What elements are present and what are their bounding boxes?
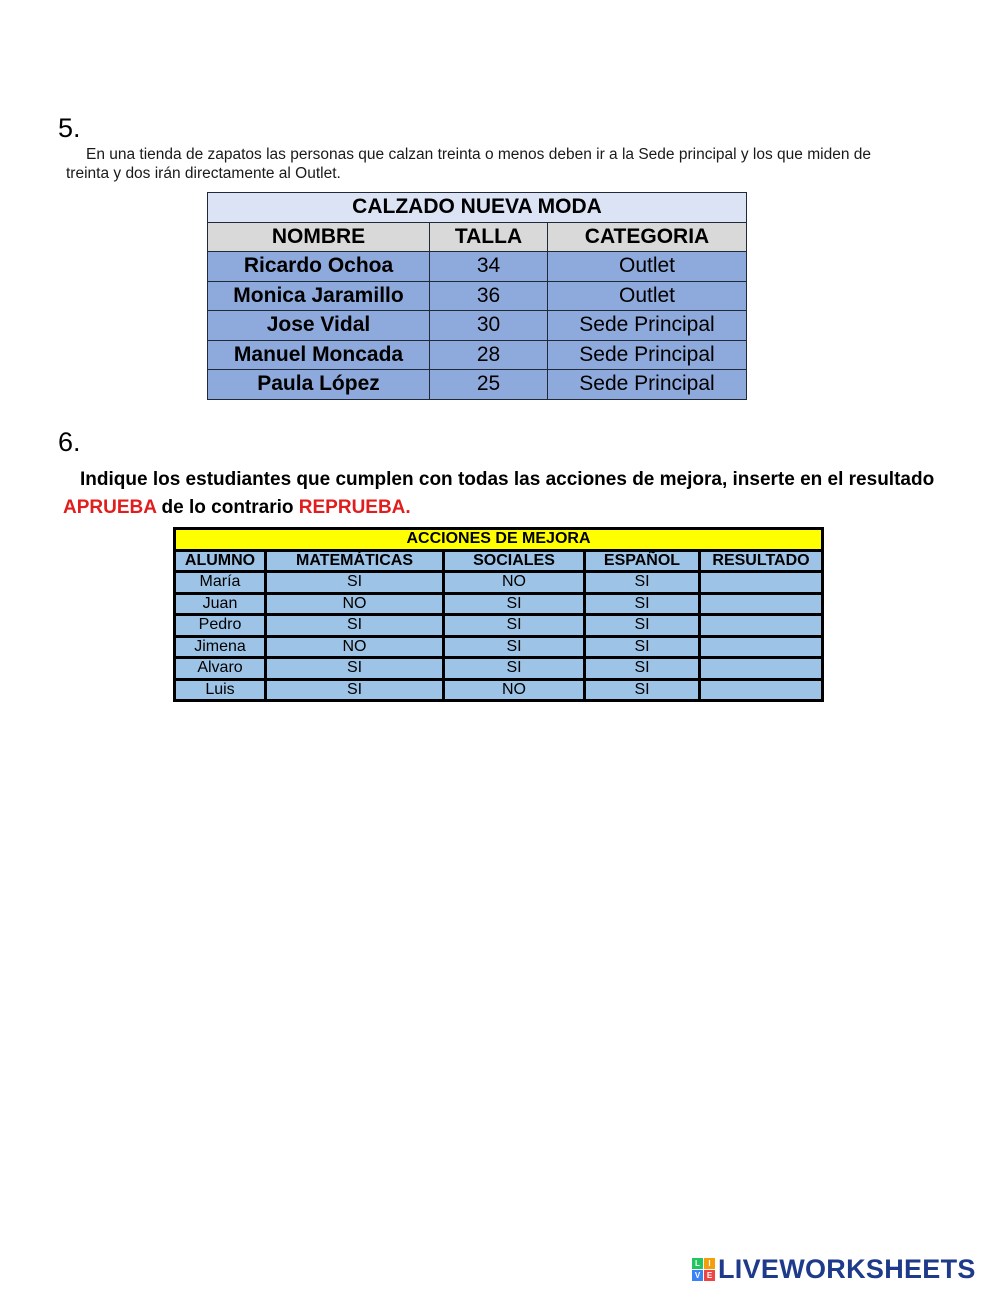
alumno-cell: Jimena [175, 636, 266, 658]
talla-cell: 25 [430, 370, 548, 400]
header-espanol: ESPAÑOL [585, 550, 700, 572]
logo-mark-letter: I [704, 1258, 715, 1269]
header-alumno: ALUMNO [175, 550, 266, 572]
sociales-cell: SI [444, 636, 585, 658]
acciones-table [173, 527, 824, 702]
header-talla: TALLA [430, 222, 548, 252]
table-row [208, 340, 747, 370]
resultado-answer-cell[interactable] [700, 658, 823, 680]
talla-cell: 34 [430, 252, 548, 282]
resultado-answer-cell[interactable] [700, 615, 823, 637]
liveworksheets-logo [692, 1254, 976, 1285]
matematicas-cell: SI [266, 658, 444, 680]
question-5-number: 5. [58, 113, 81, 143]
table-row [208, 252, 747, 282]
question-6-text [63, 466, 953, 522]
espanol-cell: SI [585, 615, 700, 637]
talla-cell: 30 [430, 311, 548, 341]
table-row [175, 679, 823, 701]
table-row [208, 281, 747, 311]
espanol-cell: SI [585, 593, 700, 615]
alumno-cell: Pedro [175, 615, 266, 637]
alumno-cell: María [175, 572, 266, 594]
categoria-cell: Sede Principal [548, 311, 747, 341]
resultado-answer-cell[interactable] [700, 593, 823, 615]
nombre-cell: Manuel Moncada [208, 340, 430, 370]
liveworksheets-logo-icon [692, 1258, 715, 1281]
nombre-cell: Jose Vidal [208, 311, 430, 341]
sociales-cell: SI [444, 658, 585, 680]
q6-text-part2: de lo contrario [156, 497, 299, 518]
sociales-cell: SI [444, 615, 585, 637]
header-sociales: SOCIALES [444, 550, 585, 572]
nombre-cell: Monica Jaramillo [208, 281, 430, 311]
table-row [175, 636, 823, 658]
talla-cell: 36 [430, 281, 548, 311]
header-nombre: NOMBRE [208, 222, 430, 252]
aprueba-keyword: APRUEBA [63, 497, 157, 518]
reprueba-keyword: REPRUEBA. [298, 497, 411, 518]
matematicas-cell: SI [266, 572, 444, 594]
sociales-cell: SI [444, 593, 585, 615]
header-matematicas: MATEMÁTICAS [266, 550, 444, 572]
espanol-cell: SI [585, 572, 700, 594]
resultado-answer-cell[interactable] [700, 636, 823, 658]
alumno-cell: Luis [175, 679, 266, 701]
question-5-text: En una tienda de zapatos las personas que calzan treinta o menos deben ir a la Sede principal y los que miden de treinta y dos irán directamente al Outlet. [66, 146, 871, 182]
matematicas-cell: NO [266, 636, 444, 658]
resultado-answer-cell[interactable] [700, 572, 823, 594]
calzado-table-title: CALZADO NUEVA MODA [208, 193, 747, 223]
matematicas-cell: NO [266, 593, 444, 615]
logo-mark-letter: E [704, 1270, 715, 1281]
header-categoria: CATEGORIA [548, 222, 747, 252]
table-row [175, 615, 823, 637]
acciones-table-title: ACCIONES DE MEJORA [175, 529, 823, 551]
espanol-cell: SI [585, 658, 700, 680]
question-6-number: 6. [58, 427, 81, 457]
matematicas-cell: SI [266, 615, 444, 637]
table-row [208, 311, 747, 341]
espanol-cell: SI [585, 636, 700, 658]
alumno-cell: Juan [175, 593, 266, 615]
categoria-cell: Outlet [548, 281, 747, 311]
categoria-cell: Sede Principal [548, 370, 747, 400]
sociales-cell: NO [444, 572, 585, 594]
nombre-cell: Paula López [208, 370, 430, 400]
logo-text: LIVEWORKSHEETS [718, 1254, 976, 1284]
sociales-cell: NO [444, 679, 585, 701]
categoria-cell: Outlet [548, 252, 747, 282]
table-row [175, 593, 823, 615]
logo-mark-letter: L [692, 1258, 703, 1269]
table-row [208, 370, 747, 400]
logo-mark-letter: V [692, 1270, 703, 1281]
q6-text-part1: Indique los estudiantes que cumplen con todas las acciones de mejora, inserte en el resultado [80, 469, 935, 490]
resultado-answer-cell[interactable] [700, 679, 823, 701]
table-row [175, 658, 823, 680]
calzado-table [207, 192, 747, 400]
header-resultado: RESULTADO [700, 550, 823, 572]
table-row [175, 572, 823, 594]
talla-cell: 28 [430, 340, 548, 370]
nombre-cell: Ricardo Ochoa [208, 252, 430, 282]
matematicas-cell: SI [266, 679, 444, 701]
espanol-cell: SI [585, 679, 700, 701]
categoria-cell: Sede Principal [548, 340, 747, 370]
alumno-cell: Alvaro [175, 658, 266, 680]
